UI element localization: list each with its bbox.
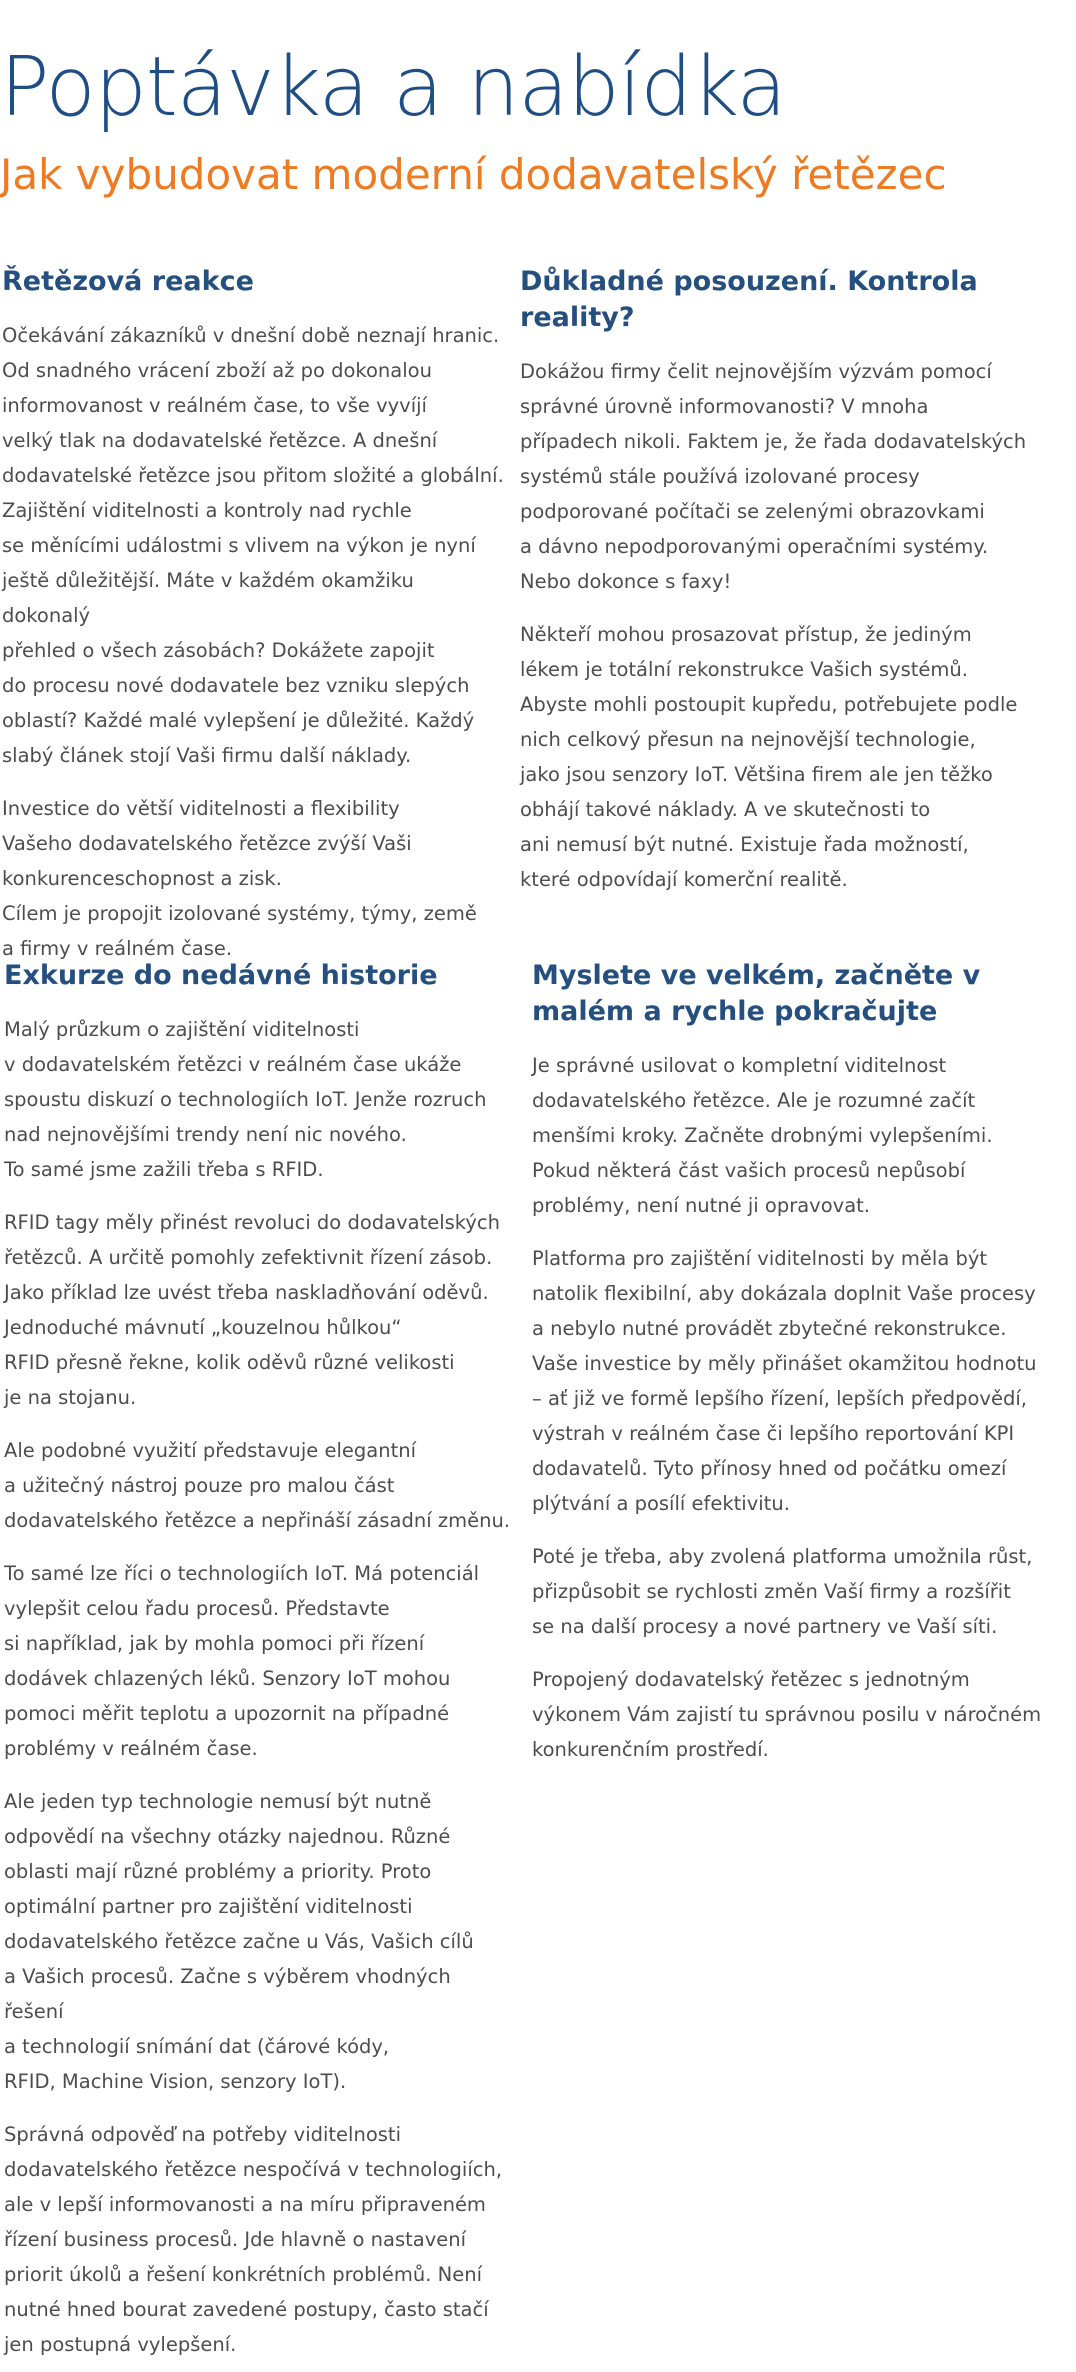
paragraph: Ale jeden typ technologie nemusí být nutně odpovědí na všechny otázky najednou. Různé oblasti mají různé problémy a priority. Proto optimální partner pro zajištění viditelnosti dodavatelského řetězce začne u Vás, Vašich cílů a Vašich procesů. Začne s výběrem vhodných řešení a technologií snímání dat (čárové kódy, RFID, Machine Vision, senzory IoT).: [4, 1790, 474, 2093]
paragraph: Platforma pro zajištění viditelnosti by měla být natolik flexibilní, aby dokázala doplnit Vaše procesy a nebylo nutné provádět zbytečné rekonstrukce. Vaše investice by měly přinášet okamžitou hodnotu – ať již ve formě lepšího řízení, lepších předpovědí, výstrah v reálném čase či lepšího reportování KPI dodavatelů. Tyto přínosy hned od počátku omezí plýtvání a posílí efektivitu.: [532, 1247, 1037, 1515]
paragraph: Propojený dodavatelský řetězec s jednotným výkonem Vám zajistí tu správnou posilu v náročném konkurenčním prostředí.: [532, 1668, 1042, 1761]
paragraph: Investice do větší viditelnosti a flexibility Vašeho dodavatelského řetězce zvýší Vaši konkurenceschopnost a zisk. Cílem je propojit izolované systémy, týmy, země a firmy v reálném čase.: [2, 797, 477, 960]
paragraph: Správná odpověď na potřeby viditelnosti dodavatelského řetězce nespočívá v technologiích, ale v lepší informovanosti a na míru připraveném řízení business procesů. Jde hlavně o nastavení priorit úkolů a řešení konkrétních problémů. Není nutné hned bourat zavedené postupy, často stačí jen postupná vylepšení.: [4, 2123, 503, 2356]
paragraph: Očekávání zákazníků v dnešní době neznají hranic. Od snadného vrácení zboží až po dokonalou informovanost v reálném čase, to vše vyvíjí velký tlak na dodavatelské řetězce. A dnešní dodavatelské řetězce jsou přitom složité a globální. Zajištění viditelnosti a kontroly nad rychle se měnícími událostmi s vlivem na výkon je nyní ještě důležitější. Máte v každém okamžiku dokonalý přehled o všech zásobách? Dokážete zapojit do procesu nové dodavatele bez vzniku slepých oblastí? Každé malé vylepšení je důležité. Každý slabý článek stojí Vaši firmu další náklady.: [2, 324, 504, 767]
paragraph: Poté je třeba, aby zvolená platforma umožnila růst, přizpůsobit se rychlosti změn Vaší firmy a rozšířit se na další procesy a nové partnery ve Vaší síti.: [532, 1545, 1033, 1638]
paragraph: RFID tagy měly přinést revoluci do dodavatelských řetězců. A určitě pomohly zefektivnit řízení zásob. Jako příklad lze uvést třeba naskladňování oděvů. Jednoduché mávnutí „kouzelnou hůlkou“ RFID přesně řekne, kolik oděvů různé velikosti je na stojanu.: [4, 1211, 501, 1409]
paragraph: To samé lze říci o technologiích IoT. Má potenciál vylepšit celou řadu procesů. Představte si například, jak by mohla pomoci při řízení dodávek chlazených léků. Senzory IoT mohou pomoci měřit teplotu a upozornit na případné problémy v reálném čase.: [4, 1562, 480, 1760]
paragraph: Někteří mohou prosazovat přístup, že jediným lékem je totální rekonstrukce Vašich systémů. Abyste mohli postoupit kupředu, potřebujete podle nich celkový přesun na nejnovější technologie, jako jsou senzory IoT. Většina firem ale jen těžko obhájí takové náklady. A ve skutečnosti to ani nemusí být nutné. Existuje řada možností, které odpovídají komerční realitě.: [520, 623, 1018, 891]
section-history: [4, 958, 514, 2372]
section-heading: Exkurze do nedávné historie: [4, 960, 438, 991]
paragraph: Malý průzkum o zajištění viditelnosti v dodavatelském řetězci v reálném čase ukáže spoustu diskuzí o technologiích IoT. Jenže rozruch nad nejnovějšími trendy není nic nového. To samé jsme zažili třeba s RFID.: [4, 1018, 487, 1181]
page-subtitle: Jak vybudovat moderní dodavatelský řetězec: [0, 150, 947, 199]
section-heading: Důkladné posouzení. Kontrola reality?: [520, 266, 978, 333]
section-chain-reaction: [2, 264, 507, 984]
paragraph: Ale podobné využití představuje elegantní a užitečný nástroj pouze pro malou část dodavatelského řetězce a nepřináší zásadní změnu.: [4, 1439, 511, 1532]
paragraph: Dokážou firmy čelit nejnovějším výzvám pomocí správné úrovně informovanosti? V mnoha případech nikoli. Faktem je, že řada dodavatelských systémů stále používá izolované procesy podporované počítači se zelenými obrazovkami a dávno nepodporovanými operačními systémy. Nebo dokonce s faxy!: [520, 360, 1027, 593]
section-reality-check: [520, 264, 1040, 915]
section-think-big: [532, 958, 1052, 1785]
page-title: Poptávka a nabídka: [0, 40, 786, 135]
paragraph: Je správné usilovat o kompletní viditelnost dodavatelského řetězce. Ale je rozumné začít menšími kroky. Začněte drobnými vylepšeními. Pokud některá část vašich procesů nepůsobí problémy, není nutné ji opravovat.: [532, 1054, 993, 1217]
section-heading: Řetězová reakce: [2, 266, 254, 297]
section-heading: Myslete ve velkém, začněte v malém a rychle pokračujte: [532, 960, 981, 1027]
